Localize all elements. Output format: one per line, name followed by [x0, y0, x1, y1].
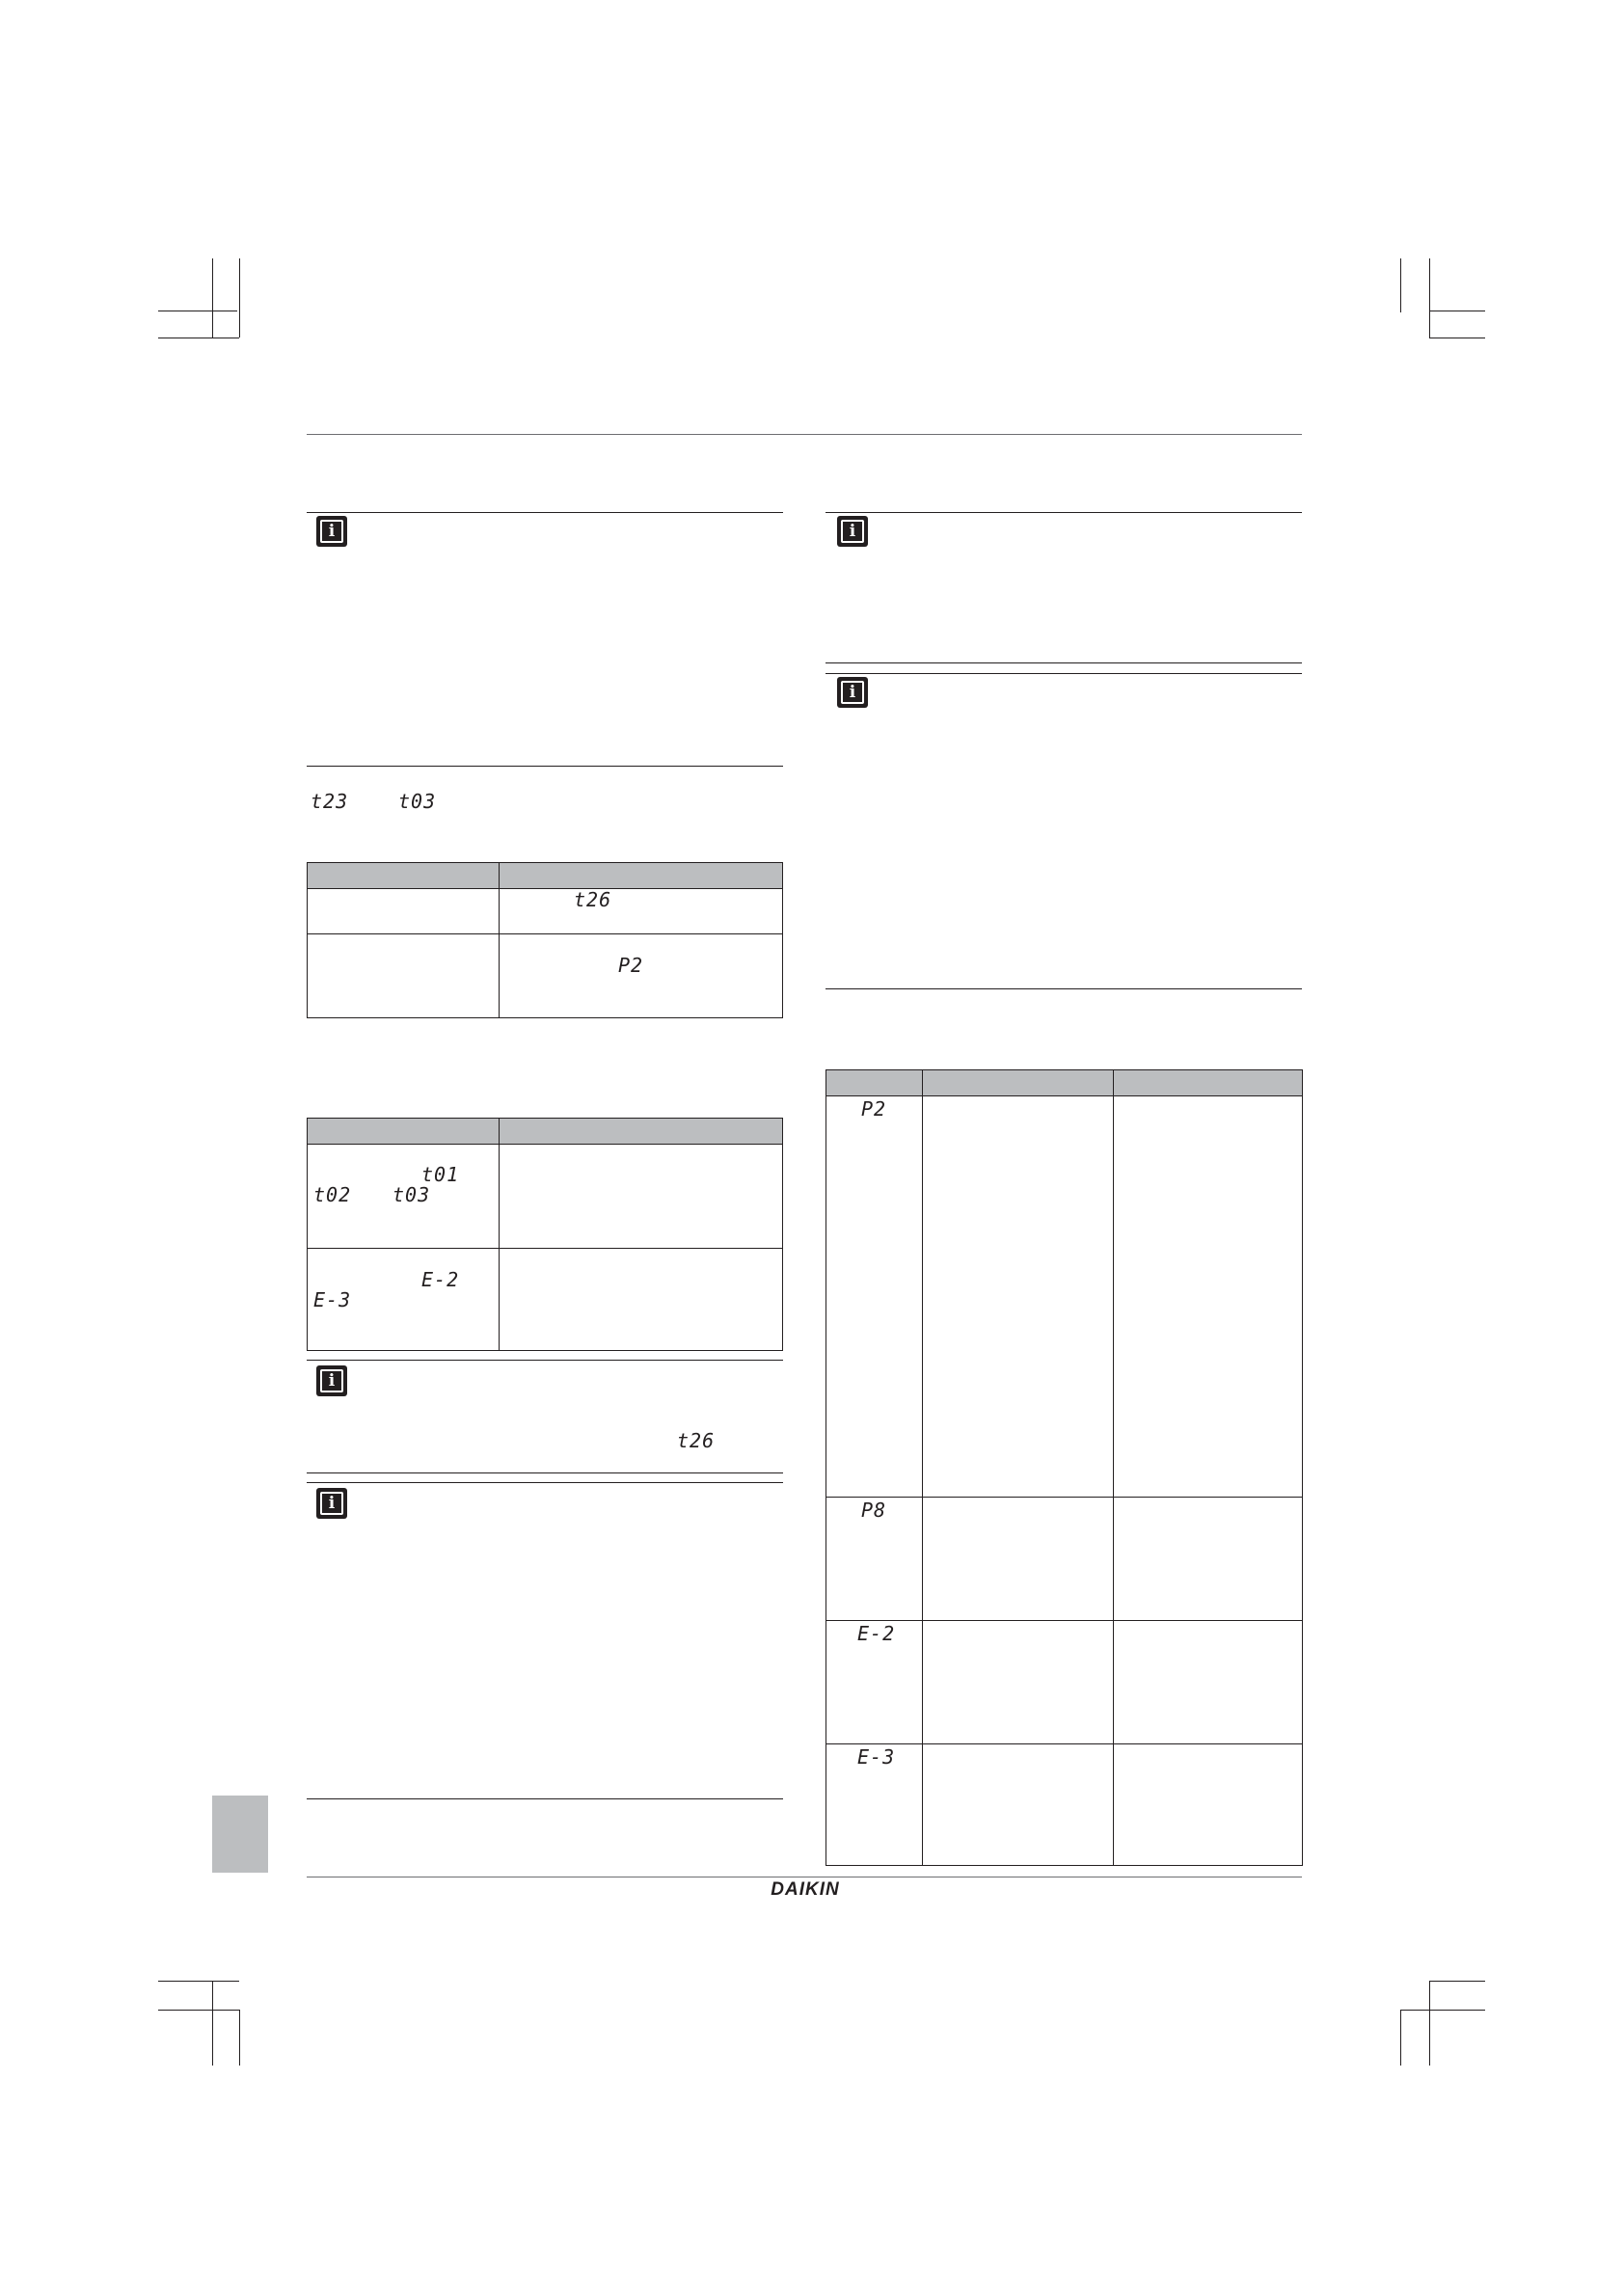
display-code-p2: P2 [618, 954, 644, 977]
note-rule [826, 988, 1302, 989]
note-rule [826, 662, 1302, 663]
crop-mark [1429, 1981, 1485, 1982]
row-divider [308, 933, 782, 934]
info-icon: i [316, 516, 347, 547]
error-code-p8: P8 [861, 1499, 887, 1522]
chapter-side-tab [212, 1796, 268, 1873]
error-code-e3: E-3 [857, 1745, 896, 1769]
note-rule [307, 512, 783, 513]
display-code-t02: t02 [313, 1183, 352, 1206]
crop-mark [158, 2010, 239, 2011]
crop-mark [239, 258, 240, 338]
daikin-logo: DAIKIN [771, 1879, 840, 1900]
crop-mark [212, 1981, 213, 2066]
info-icon: i [837, 677, 868, 708]
row-divider [826, 1497, 1302, 1498]
crop-mark [1400, 2010, 1485, 2011]
crop-mark [212, 258, 213, 338]
display-code-t26: t26 [677, 1429, 716, 1452]
display-code-t23: t23 [311, 790, 349, 813]
column-divider [922, 1070, 923, 1865]
column-divider [499, 1119, 500, 1350]
display-code-t03: t03 [398, 790, 437, 813]
display-code-t01: t01 [421, 1163, 460, 1186]
note-rule [826, 673, 1302, 674]
crop-mark [239, 2010, 240, 2066]
table-header [308, 1119, 782, 1145]
error-code-table [826, 1069, 1303, 1866]
crop-mark [1400, 258, 1401, 312]
crop-mark [1429, 258, 1430, 338]
crop-mark [1429, 1981, 1430, 2066]
crop-mark [1400, 2010, 1401, 2066]
error-code-e2: E-2 [857, 1622, 896, 1645]
display-code-e2: E-2 [421, 1268, 460, 1291]
info-icon: i [316, 1365, 347, 1396]
code-table-2 [307, 1118, 783, 1351]
column-divider [1113, 1070, 1114, 1865]
header-rule [307, 434, 1302, 435]
code-table-1 [307, 862, 783, 1018]
crop-mark [158, 1981, 239, 1982]
display-code-t26: t26 [574, 888, 612, 911]
note-rule [307, 1798, 783, 1799]
note-rule [307, 1482, 783, 1483]
note-rule [307, 1472, 783, 1473]
section-rule [307, 766, 783, 767]
display-code-t03: t03 [392, 1183, 431, 1206]
column-divider [499, 863, 500, 1017]
display-code-e3: E-3 [313, 1288, 352, 1311]
table-header [308, 863, 782, 889]
note-rule [826, 512, 1302, 513]
note-rule [307, 1360, 783, 1361]
info-icon: i [837, 516, 868, 547]
row-divider [826, 1743, 1302, 1744]
row-divider [826, 1620, 1302, 1621]
row-divider [308, 1248, 782, 1249]
error-code-p2: P2 [861, 1097, 887, 1121]
info-icon: i [316, 1488, 347, 1519]
table-header [826, 1070, 1302, 1096]
